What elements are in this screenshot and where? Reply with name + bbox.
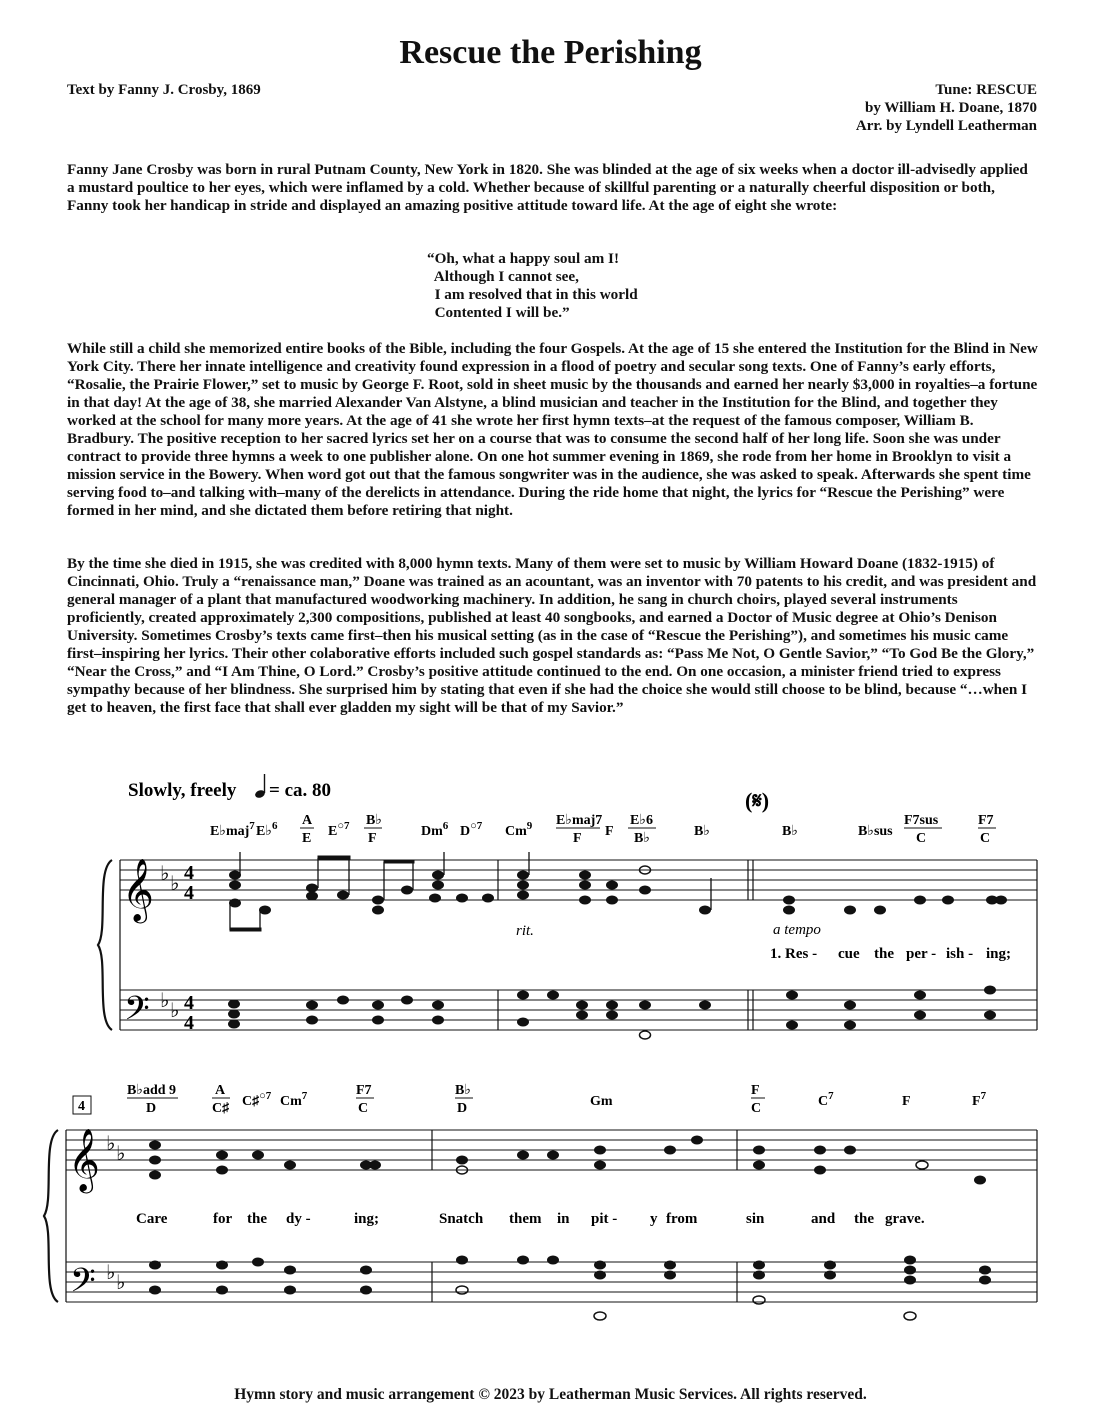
svg-text:4: 4	[184, 992, 194, 1014]
svg-text:4: 4	[184, 882, 194, 904]
lyric-syllable: per -	[906, 946, 937, 962]
copyright-footer: Hymn story and music arrangement © 2023 by Leatherman Music Services. All rights reserved.	[234, 1386, 867, 1403]
svg-text:F7sus: F7sus	[904, 813, 939, 828]
lyric-syllable: grave.	[885, 1211, 925, 1227]
chord-row-1	[210, 813, 996, 846]
poem-line: Although I cannot see,	[427, 268, 579, 285]
lyric-syllable: cue	[838, 946, 860, 962]
tune-credit	[856, 81, 1037, 135]
lyric-syllable: sin	[746, 1211, 765, 1227]
svg-text:C: C	[980, 831, 991, 846]
chord-symbol: $C^7$	[818, 1090, 834, 1109]
svg-text:F7: F7	[356, 1083, 372, 1098]
chord-symbol: F	[605, 824, 614, 839]
svg-text:C: C	[916, 831, 927, 846]
bass-clef-icon: 𝄢	[70, 1262, 96, 1307]
chord-symbol: $E^{○7}$	[328, 820, 350, 839]
a-tempo-marking: a tempo	[773, 922, 821, 938]
slash-chord	[556, 813, 602, 846]
svg-text:C: C	[358, 1101, 369, 1116]
tune-line: by William H. Doane, 1870	[865, 100, 1037, 116]
lyrics-row-1	[770, 946, 1011, 962]
svg-text:C♯: C♯	[212, 1101, 230, 1116]
lyric-syllable: from	[666, 1211, 698, 1227]
story-paragraph-3: By the time she died in 1915, she was credited with 8,000 hymn texts. Many of them were set to music by William Howard Doane (1832-1915) of Cincinnati, Ohio. Truly a “renaissance man,” Doane was trained as an acountant, was an inventor with 70 patents to his credit, and was president and general manager of a plant that manufactured woodworking machinery. In addition, he sang in church choirs, played several instruments proficiently, created approximately 2,300 compositions, published at least 40 songbooks, and earned a Doctor of Music degree at Ohio’s Denison University. Sometimes Crosby’s texts came first–then his musical setting (as in the case of “Rescue the Perishing”), and sometimes his music came first–inspiring her lyrics. Their other colaborative efforts included such gospel standards as: “Pass Me Not, O Gentle Savior,” “To God Be the Glory,” “Near the Cross,” and “I Am Thine, O Lord.” Crosby’s positive attitude continued to the end. On one occasion, a minister friend tried to express sympathy because of her blindness. She surprised him by stating that even if she had the choice she would still choose to be blind, because “…when I get to heaven, the first face that shall ever gladden my sight will be that of my Savior.”	[67, 555, 1037, 716]
chord-symbol: E♭$^6$	[256, 820, 278, 839]
key-signature: ♭	[160, 863, 170, 885]
chord-row-2	[127, 1083, 987, 1116]
lyric-syllable: pit -	[591, 1211, 618, 1227]
svg-text:C: C	[751, 1101, 762, 1116]
lyric-syllable: the	[247, 1211, 267, 1227]
svg-text:E♭6: E♭6	[630, 813, 653, 828]
slash-chord	[356, 1083, 374, 1116]
svg-text:F: F	[368, 831, 377, 846]
chord-symbol: $D^{○7}$	[460, 820, 483, 839]
lyric-syllable: dy -	[286, 1211, 311, 1227]
slash-chord	[300, 813, 314, 846]
key-signature: ♭	[170, 873, 180, 895]
slash-chord	[364, 813, 382, 846]
svg-text:D: D	[457, 1101, 468, 1116]
svg-text:A: A	[302, 813, 313, 828]
bass-clef-icon: 𝄢	[124, 990, 150, 1035]
svg-text:F7: F7	[978, 813, 994, 828]
chord-symbol: E♭maj$^7$	[210, 820, 255, 839]
lyric-syllable: in	[557, 1211, 570, 1227]
slash-chord	[751, 1083, 765, 1116]
music-score	[0, 760, 1101, 1380]
slash-chord	[455, 1083, 473, 1116]
svg-text:B♭: B♭	[634, 831, 650, 846]
lyric-syllable: Snatch	[439, 1211, 484, 1227]
chord-symbol: F	[902, 1094, 911, 1109]
text-credit: Text by Fanny J. Crosby, 1869	[67, 82, 261, 98]
lyric-syllable: the	[854, 1211, 874, 1227]
key-signature: ♭	[160, 990, 170, 1012]
lyric-syllable: y	[650, 1211, 658, 1227]
lyric-syllable: the	[874, 946, 894, 962]
svg-text:B♭add 9: B♭add 9	[127, 1083, 177, 1098]
treble-clef-icon: 𝄞	[122, 860, 154, 920]
treble-clef-icon: 𝄞	[68, 1130, 100, 1190]
slash-chord	[212, 1083, 230, 1116]
chord-symbol: Cm$^7$	[280, 1090, 308, 1109]
poem	[427, 250, 638, 322]
chord-symbol: Gm	[590, 1094, 613, 1109]
tempo-value: = ca. 80	[269, 780, 332, 801]
time-signature	[184, 862, 194, 1034]
lyric-syllable: them	[509, 1211, 542, 1227]
svg-text:E♭maj7: E♭maj7	[556, 813, 603, 828]
svg-text:F: F	[751, 1083, 760, 1098]
chord-symbol: $F^7$	[972, 1090, 987, 1109]
poem-line: “Oh, what a happy soul am I!	[427, 250, 620, 267]
measure-number: 4	[78, 1099, 85, 1114]
svg-text:B♭: B♭	[366, 813, 382, 828]
chord-symbol: B♭	[782, 824, 798, 839]
key-signature: ♭	[116, 1143, 126, 1165]
key-signature: ♭	[170, 1000, 180, 1022]
slash-chord	[978, 813, 996, 846]
tune-line: Tune: RESCUE	[935, 82, 1037, 98]
chord-symbol: Cm$^9$	[505, 820, 533, 839]
story-paragraph-1: Fanny Jane Crosby was born in rural Putnam County, New York in 1820. She was blinded at the age of six weeks when a doctor ill-advisedly applied a mustard poultice to her eyes, which were inflamed by a cold. Whether because of skillful parenting or a naturally cheerful disposition or both, Fanny took her handicap in stride and displayed an amazing positive attitude toward life. At the age of eight she wrote:	[67, 161, 1028, 214]
quarter-note-icon	[254, 774, 266, 799]
rit-marking: rit.	[516, 923, 534, 939]
key-signature: ♭	[106, 1133, 116, 1155]
lyric-syllable: ish -	[946, 946, 974, 962]
key-signature: ♭	[106, 1262, 116, 1284]
svg-text:4: 4	[184, 862, 194, 884]
chord-symbol: C♯$^{○7}$	[242, 1090, 272, 1109]
poem-line: Contented I will be.”	[427, 304, 570, 321]
svg-text:F: F	[573, 831, 582, 846]
slash-chord	[628, 813, 656, 846]
lyric-syllable: 1. Res -	[770, 946, 818, 962]
svg-text:D: D	[146, 1101, 157, 1116]
tune-line: Arr. by Lyndell Leatherman	[855, 118, 1037, 134]
key-signature: ♭	[116, 1272, 126, 1294]
page-title: Rescue the Perishing	[399, 34, 702, 71]
slash-chord	[904, 813, 942, 846]
lyric-syllable: and	[811, 1211, 836, 1227]
lyric-syllable: Care	[136, 1211, 168, 1227]
svg-text:A: A	[215, 1083, 226, 1098]
slash-chord	[127, 1083, 178, 1116]
lyric-syllable: ing;	[354, 1211, 380, 1227]
poem-line: I am resolved that in this world	[427, 286, 638, 303]
svg-text:B♭: B♭	[455, 1083, 471, 1098]
segno-icon: (𝄋)	[745, 788, 770, 813]
tempo-marking: Slowly, freely	[128, 780, 237, 801]
svg-text:4: 4	[184, 1012, 194, 1034]
chord-symbol: Dm$^6$	[421, 820, 449, 839]
lyrics-row-2	[136, 1211, 925, 1227]
chord-symbol: B♭sus	[858, 824, 893, 839]
lyric-syllable: ing;	[986, 946, 1012, 962]
lyric-syllable: for	[213, 1211, 233, 1227]
chord-symbol: B♭	[694, 824, 710, 839]
story-paragraph-2: While still a child she memorized entire books of the Bible, including the four Gospels. At the age of 15 she entered the Institution for the Blind in New York City. There her innate intelligence and creativity found expression in a flood of poetry and secular song texts. One of Fanny’s early efforts, “Rosalie, the Prairie Flower,” set to music by George F. Root, sold in sheet music by the thousands and earned her nearly $3,000 in royalties–a fortune in that day! At the age of 38, she married Alexander Van Alstyne, a blind musician and teacher in the Institution for the Blind, and together they worked at the school for many more years. At the age of 41 she wrote her first hymn texts–at the request of the famous composer, William B. Bradbury. The positive reception to her sacred lyrics set her on a course that was to consume the second half of her long life. Soon she was under contract to provide three hymns a week to one publisher alone. On one hot summer evening in 1869, she rode from her home in Brooklyn to visit a mission service in the Bowery. When word got out that the famous songwriter was in the audience, she was asked to speak. Afterwards she spent time serving food to–and talking with–many of the derelicts in attendance. During the ride home that night, the lyrics for “Rescue the Perishing” were formed in her mind, and she dictated them before retiring that night.	[67, 340, 1038, 519]
svg-text:E: E	[302, 831, 312, 846]
